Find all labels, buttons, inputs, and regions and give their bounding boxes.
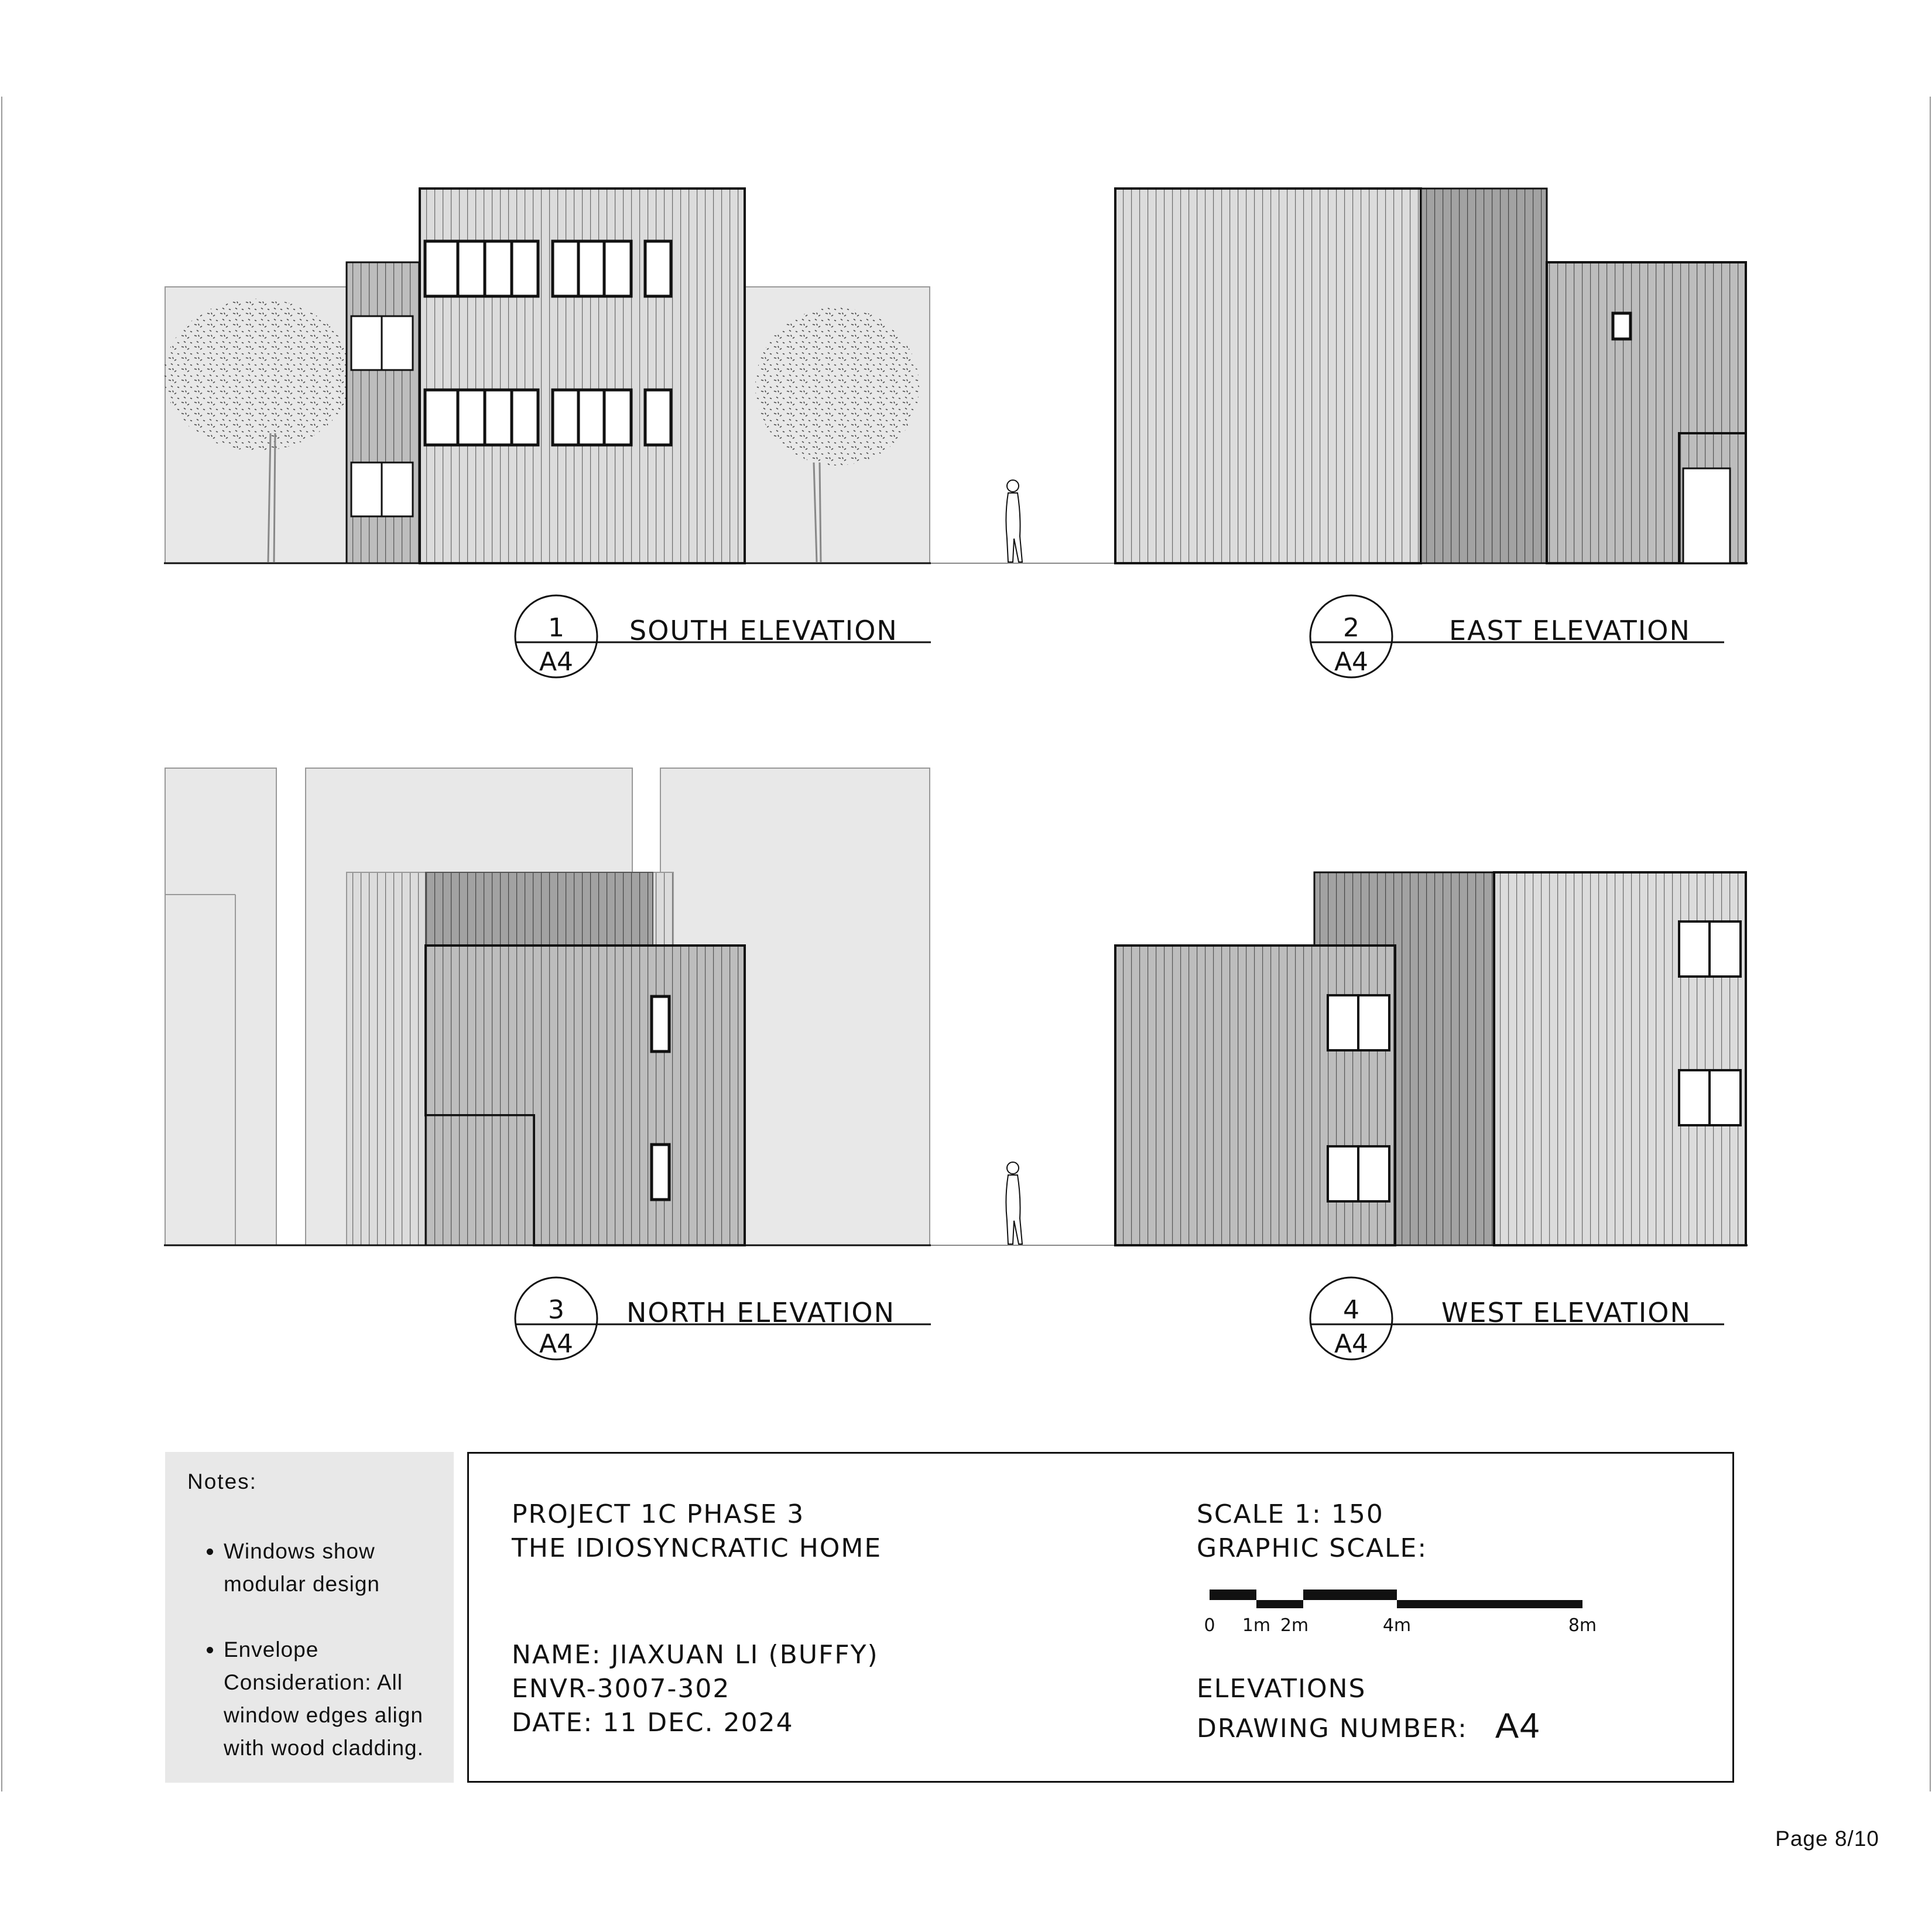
east-elevation bbox=[1115, 189, 1748, 563]
elevation-title: NORTH ELEVATION bbox=[626, 1297, 896, 1328]
east-main-block bbox=[1115, 189, 1421, 563]
tag-number: 2 bbox=[1343, 613, 1359, 643]
elevation-tag-4 bbox=[1310, 1277, 1724, 1359]
east-dark-block bbox=[1421, 189, 1547, 563]
tag-sheet: A4 bbox=[539, 647, 574, 677]
scale-tick: 0 bbox=[1204, 1615, 1215, 1635]
notes-list bbox=[181, 1535, 437, 1765]
east-door bbox=[1683, 468, 1730, 563]
title-block bbox=[467, 1452, 1734, 1783]
drawing-number-label: DRAWING NUMBER: bbox=[1197, 1714, 1468, 1743]
east-small-window bbox=[1613, 313, 1630, 339]
elevation-title: SOUTH ELEVATION bbox=[629, 615, 898, 646]
tag-sheet: A4 bbox=[539, 1329, 574, 1359]
north-dark-band bbox=[426, 872, 653, 946]
scale-tick: 1m bbox=[1242, 1615, 1271, 1635]
project-label: PROJECT 1C PHASE 3 bbox=[512, 1499, 805, 1529]
scale-tick: 4m bbox=[1382, 1615, 1412, 1635]
elevation-tag-2 bbox=[1310, 595, 1724, 677]
note-item: • Windows show modular design bbox=[224, 1535, 437, 1601]
note-item: • Envelope Consideration: All window edges align with wood cladding. bbox=[224, 1633, 437, 1765]
graphic-scale-bar bbox=[1195, 1582, 1605, 1635]
person-figure-lower bbox=[1006, 1162, 1022, 1244]
page-number: Page 8/10 bbox=[1775, 1827, 1879, 1851]
student-name: NAME: JIAXUAN LI (BUFFY) bbox=[512, 1640, 879, 1670]
elevation-tag-3 bbox=[515, 1277, 931, 1359]
tag-sheet: A4 bbox=[1334, 647, 1369, 677]
north-elevation bbox=[164, 768, 931, 1245]
north-window-upper bbox=[652, 996, 669, 1051]
project-name: THE IDIOSYNCRATIC HOME bbox=[512, 1533, 882, 1563]
north-window-lower bbox=[652, 1145, 669, 1200]
drawing-number: A4 bbox=[1495, 1706, 1541, 1745]
tag-number: 3 bbox=[548, 1295, 564, 1325]
notes-panel bbox=[165, 1452, 454, 1783]
scale-tick: 8m bbox=[1568, 1615, 1597, 1635]
elevation-tag-1 bbox=[515, 595, 931, 677]
elevation-title: WEST ELEVATION bbox=[1441, 1297, 1691, 1328]
graphic-scale-label: GRAPHIC SCALE: bbox=[1197, 1533, 1428, 1563]
background-building-1 bbox=[165, 768, 276, 1245]
tag-sheet: A4 bbox=[1334, 1329, 1369, 1359]
scale: SCALE 1: 150 bbox=[1197, 1499, 1384, 1529]
course-code: ENVR-3007-302 bbox=[512, 1674, 731, 1704]
south-elevation bbox=[164, 189, 931, 563]
elevation-title: EAST ELEVATION bbox=[1449, 615, 1691, 646]
sheet-title: ELEVATIONS bbox=[1197, 1674, 1366, 1704]
tag-number: 1 bbox=[548, 613, 564, 643]
scale-tick: 2m bbox=[1280, 1615, 1309, 1635]
west-elevation bbox=[1115, 872, 1748, 1245]
tag-number: 4 bbox=[1343, 1295, 1359, 1325]
side-wing bbox=[347, 262, 420, 563]
person-figure-upper bbox=[1006, 480, 1022, 562]
date: DATE: 11 DEC. 2024 bbox=[512, 1708, 794, 1738]
notes-title: Notes: bbox=[187, 1469, 257, 1493]
